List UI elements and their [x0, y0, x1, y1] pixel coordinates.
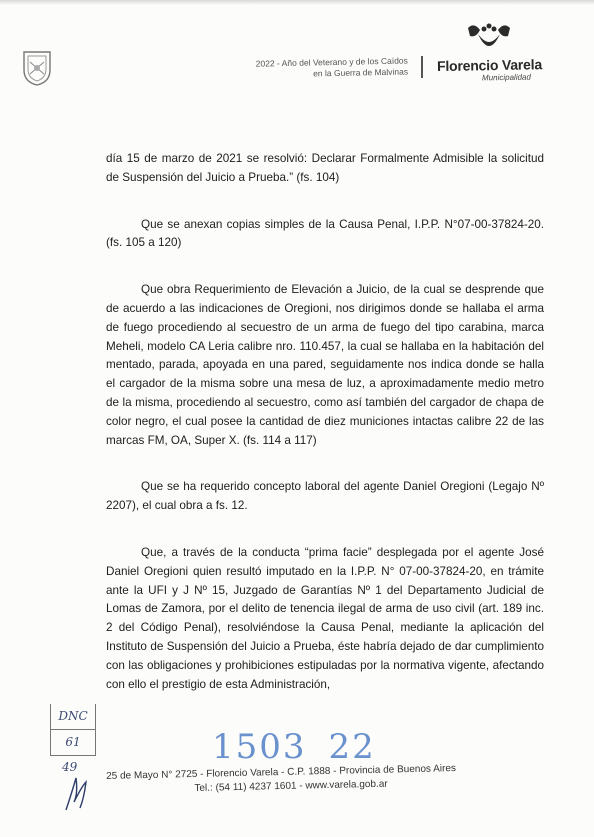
margin-note-bottom: 49 — [62, 760, 78, 774]
paragraph-3: Que obra Requerimiento de Elevación a Juicio, de la cual se desprende que de acuerdo a las indicaciones de Oregioni, nos dirigimos donde se hallaba el arma de fuego procediendo al secuestro de un arma de fuego del tipo carabina, marca Meheli, modelo CA Leria calibre nro. 110.457, la cual se hallaba en la habitación del mentado, parada, apoyada en una pared, seguidamente nos indica donde se halla el cargador de la misma sobre una mesa de luz, a aproximadamente medio metro de la misma, procediendo al secuestro, como así también del cargador de chapa de color negro, el cual posee la cantidad de diez municiones intactas calibre 22 de las marcas FM, OA, Super X. (fs. 114 a 117) — [106, 283, 544, 447]
file-stamp-number — [212, 727, 376, 767]
paragraph-4: Que se ha requerido concepto laboral del agente Daniel Oregioni (Legajo Nº 2207), el cual obra a fs. 12. — [106, 480, 544, 513]
footer-line-1: 25 de Mayo N° 2725 - Florencio Varela - C.P. 1888 - Provincia de Buenos Aires — [106, 763, 457, 782]
paragraph-5: Que, a través de la conducta “prima facie” desplegada por el agente José Daniel Oregioni quien resultó imputado en la I.P.P. N° 07-00-37824-20, en trámite ante la UFI y J Nº 15, Juzgado de Garantías Nº 1 del Departamento Judicial de Lomas de Zamora, por el delito de tenencia ilegal de arma de uso civil (art. 189 inc. 2 del Código Penal), resolviéndose la Causa Penal, mediante la aplicación del Instituto de Suspensión del Juicio a Prueba, éste habría dejado de dar cumplimiento con las obligaciones y prohibiciones estipuladas por la normativa vigente, afectando con ello el prestigio de esta Administración, — [106, 545, 544, 691]
year-motto — [168, 55, 408, 82]
header-divider — [421, 56, 423, 78]
handwritten-signature-icon — [62, 772, 94, 814]
paragraph-2: Que se anexan copias simples de la Causa Penal, I.P.P. N°07-00-37824-20. (fs. 105 a 120) — [106, 217, 544, 250]
stamp-number-b: 22 — [328, 727, 376, 767]
margin-annotation-box — [50, 704, 96, 756]
brand-subtitle: Municipalidad — [481, 72, 531, 83]
margin-note-middle: 61 — [51, 730, 95, 756]
municipal-seal-icon — [20, 50, 54, 86]
paragraph-1: día 15 de marzo de 2021 se resolvió: Declarar Formalmente Admisible la solicitud de Suspensión del Juicio a Prueba.” (fs. 104) — [106, 152, 544, 184]
margin-note-top: DNC — [51, 704, 95, 730]
motto-line-2: en la Guerra de Malvinas — [313, 66, 409, 79]
document-body — [106, 150, 544, 694]
footer-line-2: Tel.: (54 11) 4237 1601 - www.varela.gob.ar — [194, 778, 388, 794]
footer-address — [106, 761, 517, 798]
scan-edge — [0, 0, 594, 5]
florencio-varela-logo-icon — [464, 20, 514, 60]
stamp-number-a: 1503 — [212, 727, 307, 767]
motto-line-1: 2022 - Año del Veterano y de los Caídos — [255, 55, 408, 69]
brand-name: Florencio Varela — [436, 56, 543, 75]
